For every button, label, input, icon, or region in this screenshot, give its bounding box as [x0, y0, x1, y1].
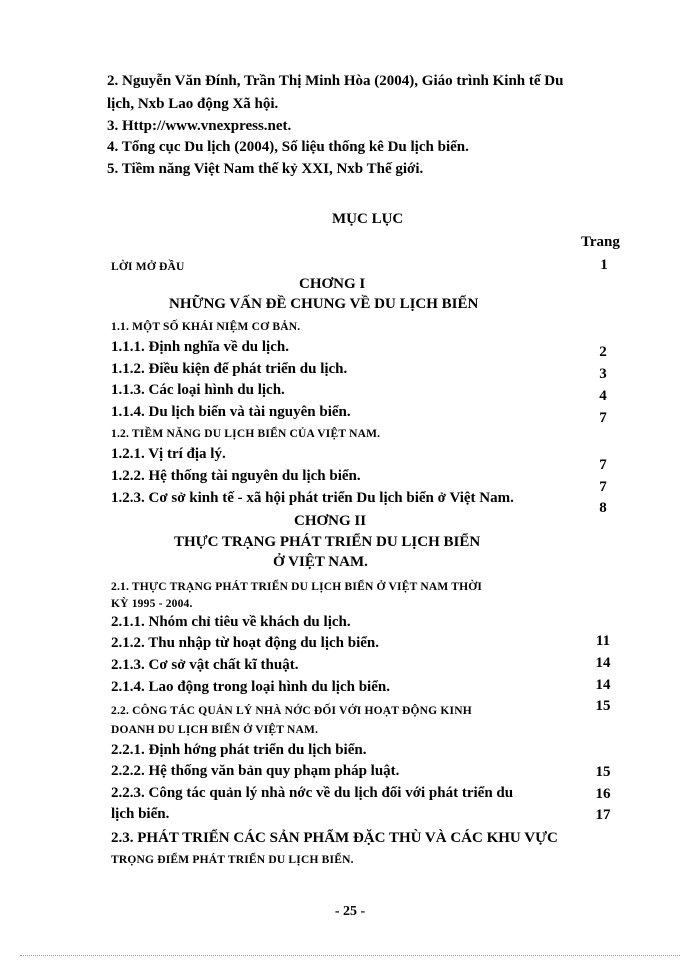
toc-item: 1.1. MỘT SỐ KHÁI NIỆM CƠ BẢN. — [111, 321, 301, 333]
toc-page-number: 2 — [599, 344, 607, 360]
reference-4: 4. Tổng cục Du lịch (2004), Số liệu thống kê Du lịch biển. — [107, 139, 469, 155]
toc-item: 1.1.3. Các loại hình du lịch. — [111, 382, 285, 398]
toc-page-number: 14 — [595, 655, 611, 671]
reference-3: 3. Http://www.vnexpress.net. — [107, 118, 292, 134]
toc-page-number: 11 — [595, 633, 611, 649]
toc-item: 1.2.2. Hệ thống tài nguyên du lịch biển. — [111, 468, 361, 484]
toc-item: 2.2. CÔNG TÁC QUẢN LÝ NHÀ NỚC ĐỐI VỚI HOẠT ĐỘNG KINH — [111, 705, 472, 717]
toc-item: 2.1. THỰC TRẠNG PHÁT TRIỂN DU LỊCH BIỂN Ở VIỆT NAM THỜI — [111, 581, 483, 593]
toc-title: MỤC LỤC — [332, 211, 404, 227]
toc-page-number: 16 — [595, 786, 611, 802]
chapter-1-label: CHƠNG I — [299, 276, 366, 292]
toc-item: 1.2.1. Vị trí địa lý. — [111, 446, 226, 462]
toc-page-header: Trang — [581, 234, 620, 250]
chapter-1-title: NHỮNG VẤN ĐỀ CHUNG VỀ DU LỊCH BIỂN — [169, 296, 479, 312]
toc-item: 2.1.2. Thu nhập từ hoạt động du lịch biển. — [111, 635, 379, 651]
toc-page-number: 7 — [599, 410, 607, 426]
toc-page-number: 7 — [599, 479, 607, 495]
toc-item: 2.1.3. Cơ sở vật chất kĩ thuật. — [111, 657, 299, 673]
reference-2-line-2: lịch, Nxb Lao động Xã hội. — [107, 96, 279, 112]
toc-page-number: 4 — [599, 388, 607, 404]
toc-item: 2.3. PHÁT TRIỂN CÁC SẢN PHẨM ĐẶC THÙ VÀ CÁC KHU VỰC — [111, 830, 558, 846]
toc-item: 2.1.4. Lao động trong loại hình du lịch biển. — [111, 679, 390, 695]
toc-item: DOANH DU LỊCH BIỂN Ở VIỆT NAM. — [111, 724, 319, 736]
toc-item: 1.1.1. Định nghĩa về du lịch. — [111, 339, 289, 355]
toc-item: 1.2. TIỀM NĂNG DU LỊCH BIỂN CỦA VIỆT NAM. — [111, 428, 381, 440]
toc-item: KỲ 1995 - 2004. — [111, 598, 193, 610]
chapter-2-title-line-2: Ở VIỆT NAM. — [273, 554, 368, 570]
toc-item: 2.2.3. Công tác quản lý nhà nớc về du lịch đối với phát triển du — [111, 785, 514, 801]
toc-item: TRỌNG ĐIỂM PHÁT TRIỂN DU LỊCH BIỂN. — [111, 854, 354, 866]
toc-page-number: 7 — [599, 457, 607, 473]
toc-page-number: 3 — [599, 366, 607, 382]
toc-item: 1.2.3. Cơ sở kinh tế - xã hội phát triển Du lịch biển ở Việt Nam. — [111, 490, 514, 506]
toc-item: 1.1.2. Điều kiện để phát triển du lịch. — [111, 361, 348, 377]
reference-2-line-1: 2. Nguyễn Văn Đính, Trần Thị Minh Hòa (2004), Giáo trình Kinh tế Du — [107, 73, 564, 89]
chapter-2-title-line-1: THỰC TRẠNG PHÁT TRIỂN DU LỊCH BIỂN — [174, 534, 481, 550]
toc-item: 2.2.1. Định hớng phát triển du lịch biển. — [111, 742, 367, 758]
chapter-2-label: CHƠNG II — [294, 513, 367, 529]
toc-item: 1.1.4. Du lịch biển và tài nguyên biển. — [111, 404, 351, 420]
toc-page-number: 17 — [595, 807, 611, 823]
toc-page-number: 15 — [595, 764, 611, 780]
toc-page-number: 15 — [595, 698, 611, 714]
page-bottom-divider — [20, 955, 680, 956]
toc-page-number: 8 — [599, 500, 607, 516]
toc-intro-page: 1 — [600, 257, 608, 273]
toc-item: 2.1.1. Nhóm chỉ tiêu về khách du lịch. — [111, 614, 351, 630]
toc-page-number: 14 — [595, 677, 611, 693]
toc-intro: LỜI MỞ ĐẦU — [111, 261, 185, 273]
reference-5: 5. Tiềm năng Việt Nam thế kỷ XXI, Nxb Thế giới. — [107, 161, 424, 177]
toc-item: 2.2.2. Hệ thống văn bản quy phạm pháp luật. — [111, 763, 400, 779]
page-number-footer: - 25 - — [334, 904, 366, 919]
toc-item: lịch biển. — [111, 806, 170, 822]
